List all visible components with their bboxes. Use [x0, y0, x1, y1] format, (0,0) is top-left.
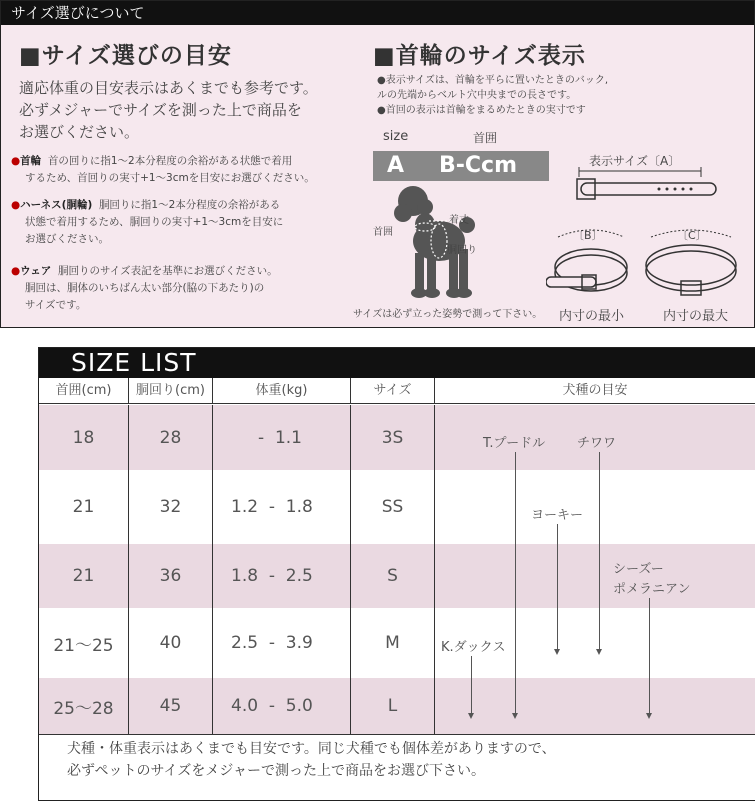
header-size: サイズ	[351, 378, 435, 404]
bullet-text: サイズです。	[25, 299, 87, 311]
bullet-text: 胴回は、胴体のいちばん太い部分(脇の下あたり)の	[25, 282, 265, 294]
table-row	[39, 608, 755, 678]
dog-length-label: 着丈	[449, 215, 469, 226]
guide-header: サイズ選びについて	[1, 1, 754, 25]
header-neck: 首囲(cm)	[39, 378, 129, 404]
cell-chest: 40	[129, 608, 213, 678]
cell-neck: 21	[39, 544, 129, 608]
arrow-toy-poodle	[515, 452, 516, 714]
breed-shihtzu: シーズー	[613, 562, 664, 577]
cell-neck: 25〜28	[39, 678, 129, 734]
cell-chest: 45	[129, 678, 213, 734]
collar-max-illustration	[641, 221, 741, 301]
size-list-footer	[39, 738, 755, 782]
cell-chest: 28	[129, 405, 213, 470]
bullet-title: ウェア	[20, 265, 52, 277]
lead-line-1: 適応体重の目安表示はあくまでも参考です。	[19, 79, 318, 97]
size-label: size	[383, 129, 409, 144]
bullet-text: 首の回りに指1〜2本分程度の余裕がある状態で着用	[47, 155, 293, 167]
footer-line-2: 必ずペットのサイズをメジャーで測った上で商品をお選び下さい。	[67, 763, 486, 779]
bullet-collar: ●首輪 首の回りに指1〜2本分程度の余裕がある状態で着用 するため、首回りの実寸+1〜3cmを目安にお選びください。	[11, 153, 361, 187]
bullet-wear: ●ウェア 胴回りのサイズ表記を基準にお選びください。 胴回は、胴体のいちばん太い部分(脇の下あたり)の サイズです。	[11, 263, 361, 314]
collar-notes	[377, 73, 608, 118]
bullet-title: 首輪	[20, 155, 42, 167]
inner-min-label: 内寸の最小	[559, 309, 625, 324]
badge-bc: B-Ccm	[439, 153, 518, 178]
cell-neck: 21〜25	[39, 608, 129, 678]
collar-note: ルの先端からベルト穴中央までの長さです。	[377, 90, 577, 101]
collar-c-label: 〔C〕	[677, 229, 707, 242]
collar-note: ●表示サイズは、首輪を平らに置いたときのバック,	[377, 75, 609, 86]
header-weight: 体重(kg)	[213, 378, 351, 404]
inner-max-label: 内寸の最大	[663, 309, 729, 324]
size-badge	[373, 151, 549, 181]
collar-b-label: 〔B〕	[573, 229, 603, 242]
cell-size: M	[351, 608, 435, 678]
bullet-text: お選びください。	[25, 233, 109, 245]
breed-toy-poodle: T.プードル	[483, 436, 546, 451]
arrow-chihuahua	[599, 452, 600, 650]
cell-chest: 36	[129, 544, 213, 608]
bullet-text: するため、首回りの実寸+1〜3cmを目安にお選びください。	[25, 172, 315, 184]
lead-line-3: お選びください。	[19, 123, 140, 141]
collar-display-label: 表示サイズ〔A〕	[589, 154, 681, 168]
cell-size: S	[351, 544, 435, 608]
table-row	[39, 405, 755, 470]
breed-chihuahua: チワワ	[577, 436, 617, 451]
cell-weight: 1.2 - 1.8	[213, 470, 351, 544]
cell-chest: 32	[129, 470, 213, 544]
cell-size: L	[351, 678, 435, 734]
bullet-text: 胴回りのサイズ表記を基準にお選びください。	[57, 265, 278, 277]
header-chest: 胴回り(cm)	[129, 378, 213, 404]
dog-chest-label: 胴回り	[447, 245, 477, 256]
header-breed: 犬種の目安	[435, 378, 755, 404]
breed-dachshund: K.ダックス	[441, 640, 506, 655]
collar-note: ●首回の表示は首輪をまるめたときの実寸です	[377, 105, 586, 116]
flat-collar-illustration	[571, 165, 721, 205]
bullet-text: 胴回りに指1〜2本分程度の余裕がある	[98, 199, 281, 211]
table-row	[39, 470, 755, 544]
cell-neck: 18	[39, 405, 129, 470]
cell-weight: 2.5 - 3.9	[213, 608, 351, 678]
dog-caption: サイズは必ず立った姿勢で測って下さい。	[353, 309, 543, 320]
cell-size: SS	[351, 470, 435, 544]
size-guide-panel	[0, 0, 755, 328]
cell-weight: - 1.1	[213, 405, 351, 470]
neck-label: 首囲	[473, 131, 498, 145]
bullet-title: ハーネス(胴輪)	[20, 199, 93, 211]
bullet-harness: ●ハーネス(胴輪) 胴回りに指1〜2本分程度の余裕がある 状態で着用するため、胴回りの実寸+1〜3cmを目安に お選びください。	[11, 197, 361, 248]
size-list-table	[38, 347, 755, 801]
left-heading: ■サイズ選びの目安	[19, 43, 232, 69]
footer-divider	[39, 734, 755, 735]
lead-text	[19, 77, 318, 143]
badge-a: A	[387, 153, 405, 178]
bullet-text: 状態で着用するため、胴回りの実寸+1〜3cmを目安に	[25, 216, 284, 228]
poodle-illustration	[381, 181, 501, 306]
breed-yorkie: ヨーキー	[531, 508, 584, 523]
arrow-shihtzu-pomeranian	[649, 598, 650, 714]
cell-weight: 1.8 - 2.5	[213, 544, 351, 608]
right-heading: ■首輪のサイズ表示	[373, 43, 586, 69]
size-list-title: SIZE LIST	[39, 348, 755, 378]
dog-neck-label: 首囲	[373, 227, 393, 238]
cell-weight: 4.0 - 5.0	[213, 678, 351, 734]
arrow-yorkie	[557, 524, 558, 650]
lead-line-2: 必ずメジャーでサイズを測った上で商品を	[19, 101, 302, 119]
cell-size: 3S	[351, 405, 435, 470]
footer-line-1: 犬種・体重表示はあくまでも目安です。同じ犬種でも個体差がありますので、	[67, 741, 556, 757]
breed-pomeranian: ポメラニアン	[613, 582, 691, 597]
collar-min-illustration	[546, 221, 636, 301]
cell-neck: 21	[39, 470, 129, 544]
arrow-dachshund	[471, 656, 472, 714]
table-row	[39, 678, 755, 734]
